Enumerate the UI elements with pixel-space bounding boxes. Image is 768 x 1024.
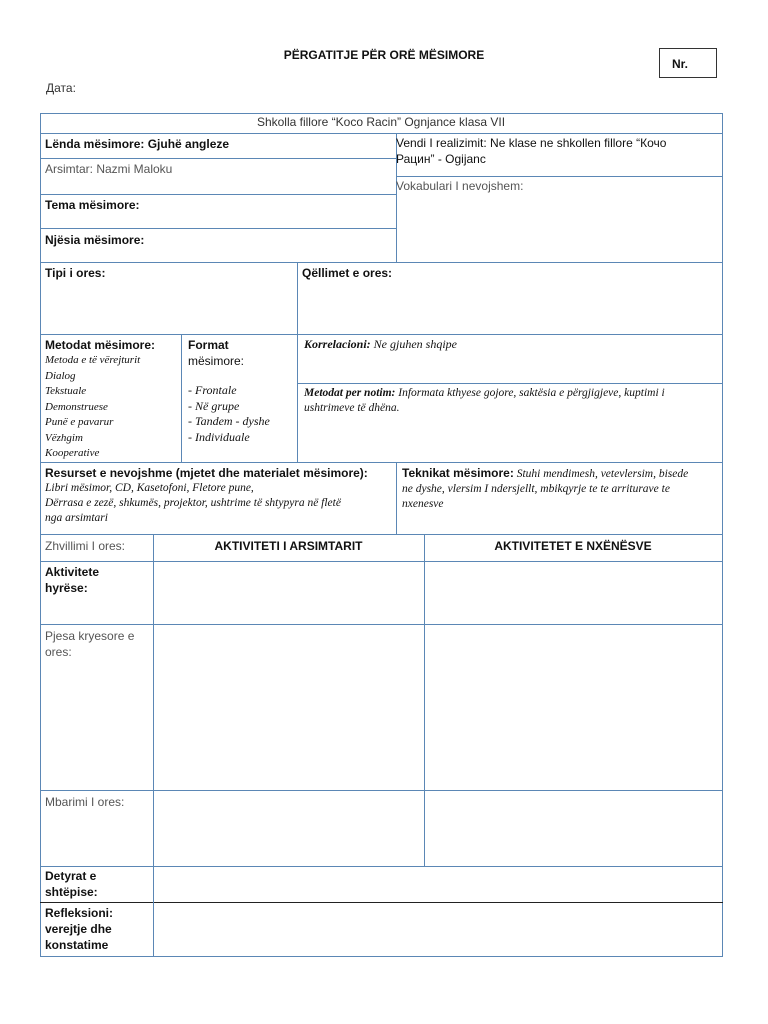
label-line: Detyrat e — [45, 869, 97, 883]
resources-line-3: nga arsimtari — [45, 512, 108, 524]
unit-field[interactable]: Njësia mësimore: — [45, 233, 145, 247]
teaching-forms-heading-2: mësimore: — [188, 354, 245, 368]
list-item: Tekstuale — [45, 385, 87, 397]
teaching-forms-list — [188, 383, 270, 445]
label-line: verejtje dhe — [45, 922, 112, 936]
reflection-label — [45, 905, 113, 953]
homework-cell[interactable] — [154, 867, 722, 902]
techniques-field[interactable] — [402, 465, 688, 512]
resources-field[interactable] — [45, 465, 368, 526]
label-line: Aktivitete — [45, 565, 100, 579]
teaching-methods-list — [45, 353, 155, 462]
teaching-forms-heading: Format — [188, 338, 229, 352]
resources-line-2: Dërrasa e zezë, shkumës, projektor, ushtrime të shtypyra në fletë — [45, 497, 341, 509]
page-title: PËRGATITJE PËR ORË MËSIMORE — [283, 48, 485, 62]
list-item: - Individuale — [188, 429, 250, 444]
intro-activities-label — [45, 564, 99, 596]
techniques-text-2: ne dyshe, vlersim I ndersjellt, mbikqyrje te te arriturave te — [402, 483, 670, 495]
list-item: Vëzhgim — [45, 431, 83, 444]
list-item: - Tandem - dyshe — [188, 414, 270, 428]
label-line: hyrëse: — [45, 581, 88, 595]
location-line-1: Vendi I realizimit: Ne klase ne shkollen fillore “Кочо — [396, 136, 667, 150]
assessment-methods-field[interactable] — [304, 386, 665, 416]
vocabulary-field[interactable]: Vokabulari I nevojshem: — [396, 179, 524, 193]
correlation-text: Ne gjuhen shqipe — [370, 337, 457, 351]
school-line: Shkolla fillore “Koco Racin” Ognjance klasa VII — [256, 115, 506, 129]
assessment-label: Metodat per notim: — [304, 387, 396, 399]
correlation-label: Korrelacioni: — [304, 337, 371, 351]
resources-line-1: Libri mësimor, CD, Kasetofoni, Fletore pune, — [45, 482, 254, 494]
location-line-2: Рацин” - Ogijanc — [396, 152, 486, 166]
teacher-field[interactable]: Arsimtar: Nazmi Maloku — [45, 162, 173, 176]
student-activity-header: AKTIVITETET E NXËNËSVE — [494, 539, 652, 553]
correlation-field[interactable] — [304, 337, 457, 352]
techniques-text-1: Stuhi mendimesh, vetevlersim, bisede — [513, 468, 689, 480]
list-item: - Frontale — [188, 383, 237, 397]
main-part-label — [45, 628, 134, 660]
lesson-end-label: Mbarimi I ores: — [45, 795, 125, 809]
label-line: konstatime — [45, 938, 109, 952]
goals-field[interactable]: Qëllimet e ores: — [302, 266, 393, 280]
label-line: shtëpise: — [45, 885, 98, 899]
teacher-intro-cell[interactable] — [154, 562, 424, 624]
teaching-methods-heading: Metodat mësimore: — [45, 338, 156, 352]
teacher-end-cell[interactable] — [154, 791, 424, 866]
number-box[interactable]: Nr. — [659, 48, 717, 78]
assessment-text-1: Informata kthyese gojore, saktësia e përgjigjeve, kuptimi i — [395, 387, 665, 399]
homework-label — [45, 868, 98, 900]
label-line: ores: — [45, 645, 72, 659]
list-item: Metoda e të vërejturit — [45, 354, 141, 366]
list-item: Punë e pavarur — [45, 416, 114, 428]
teacher-main-cell[interactable] — [154, 625, 424, 790]
subject-field[interactable]: Lënda mësimore: Gjuhë angleze — [45, 137, 230, 151]
teacher-activity-header: AKTIVITETI I ARSIMTARIT — [214, 539, 363, 553]
label-line: Refleksioni: — [45, 906, 114, 920]
date-label: Дата: — [46, 81, 76, 95]
lesson-type-field[interactable]: Tipi i ores: — [45, 266, 106, 280]
student-main-cell[interactable] — [425, 625, 722, 790]
student-end-cell[interactable] — [425, 791, 722, 866]
teaching-methods-cell[interactable] — [45, 337, 155, 462]
list-item: Dialog — [45, 369, 76, 382]
reflection-cell[interactable] — [154, 903, 722, 956]
resources-heading: Resurset e nevojshme (mjetet dhe materialet mësimore): — [45, 466, 368, 480]
label-line: Pjesa kryesore e — [45, 629, 135, 643]
lesson-development-label: Zhvillimi I ores: — [45, 539, 126, 553]
location-field[interactable] — [396, 135, 666, 167]
topic-field[interactable]: Tema mësimore: — [45, 198, 140, 212]
list-item: Kooperative — [45, 447, 100, 459]
student-intro-cell[interactable] — [425, 562, 722, 624]
list-item: - Në grupe — [188, 398, 240, 413]
techniques-text-3: nxenesve — [402, 498, 444, 510]
teaching-forms-cell[interactable] — [188, 337, 270, 445]
list-item: Demonstruese — [45, 400, 108, 413]
assessment-text-2: ushtrimeve të dhëna. — [304, 402, 400, 414]
techniques-label: Teknikat mësimore: — [402, 466, 514, 480]
